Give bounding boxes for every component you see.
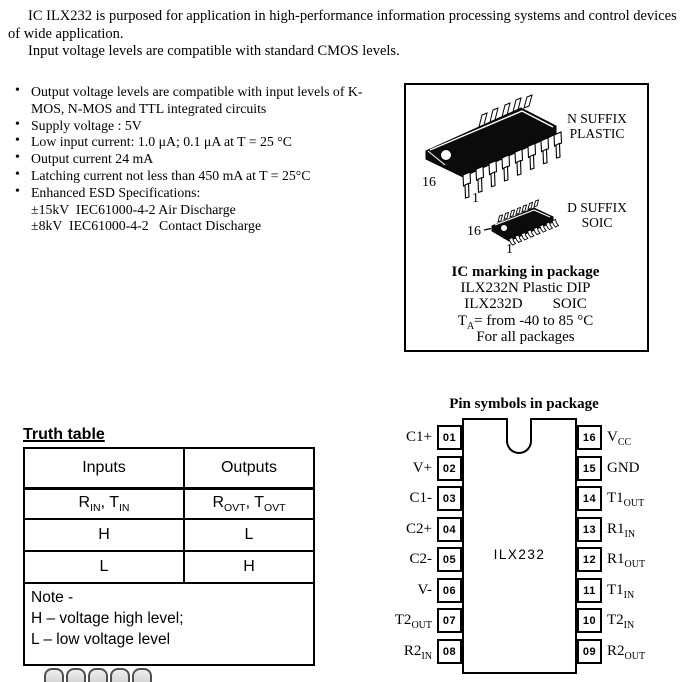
pin-row-left-05	[338, 547, 462, 572]
chip-label: ILX232	[493, 547, 546, 562]
feature-text: Supply voltage : 5V	[31, 117, 142, 133]
dip-pin1-label: 1	[472, 191, 479, 206]
pin-row-left-04	[338, 517, 462, 542]
pin-row-right-12	[577, 547, 693, 572]
note-cell	[24, 583, 314, 665]
pin-number-box: 15	[577, 456, 602, 481]
marking-line-temp	[406, 312, 645, 332]
pin-label: C2+	[406, 521, 432, 537]
chip-notch	[506, 418, 532, 454]
pin-label: V-	[417, 582, 432, 598]
pin-row-right-15	[577, 456, 693, 481]
n-suffix-line1: N SUFFIX	[567, 111, 627, 126]
pin-row-right-16	[577, 425, 693, 450]
marking-line-packages: For all packages	[476, 328, 575, 345]
pin-row-right-13	[577, 517, 693, 542]
pin-number-box: 02	[437, 456, 462, 481]
pin-number-box: 13	[577, 517, 602, 542]
pin-label: $T1_{IN}$	[607, 582, 635, 601]
output-signals: $R_{OVT}$, $T_{OVT}$	[184, 489, 314, 520]
feature-item	[14, 134, 382, 151]
header-outputs: Outputs	[184, 448, 314, 489]
esd-spec-line: ±15kV IEC61000-4-2 Air Discharge	[31, 201, 236, 217]
pin-row-right-10	[577, 608, 693, 633]
features-section	[14, 84, 382, 235]
truth-table	[23, 447, 315, 666]
truth-table-section	[23, 426, 315, 666]
pin-label: $V_{CC}$	[607, 429, 632, 448]
pin-label: $T2_{IN}$	[607, 612, 635, 631]
pin-row-left-02	[338, 456, 462, 481]
pin-row-left-06	[338, 578, 462, 603]
pin-label: $R2_{OUT}$	[607, 643, 646, 662]
header-inputs: Inputs	[24, 448, 184, 489]
pin-number-box: 04	[437, 517, 462, 542]
pin-label: $R1_{IN}$	[607, 521, 636, 540]
cell-value: L	[184, 519, 314, 551]
note-line: L – low voltage level	[31, 631, 171, 648]
pin-number-box: 12	[577, 547, 602, 572]
marking-title: IC marking in package	[451, 264, 600, 280]
pin-row-right-11	[577, 578, 693, 603]
pin-number-box: 06	[437, 578, 462, 603]
feature-item	[14, 185, 382, 235]
pin-row-left-03	[338, 486, 462, 511]
d-suffix-label	[564, 200, 630, 230]
n-suffix-line2: PLASTIC	[569, 126, 625, 141]
footer-bubbles	[44, 668, 152, 682]
marking-line-dip: ILX232N Plastic DIP	[460, 280, 591, 297]
pin-label: V+	[412, 460, 432, 476]
features-list	[14, 84, 382, 235]
package-box	[404, 83, 649, 352]
pin-row-left-07	[338, 608, 462, 633]
footer-bubble[interactable]	[110, 668, 130, 682]
pin-label: C1-	[409, 490, 432, 506]
dip-pin16-label: 16	[422, 175, 436, 190]
soic-pin1-label: 1	[506, 242, 513, 257]
temp-range: = from -40 to 85 °C	[474, 312, 594, 329]
feature-text: Low input current: 1.0 μA; 0.1 μA at T = 25 °C	[31, 134, 292, 150]
footer-bubble[interactable]	[88, 668, 108, 682]
note-line: Note -	[31, 589, 74, 606]
pin-label: $T2_{OUT}$	[394, 612, 432, 631]
cell-value: H	[24, 519, 184, 551]
pin-number-box: 09	[577, 639, 602, 664]
truth-table-title: Truth table	[23, 426, 105, 443]
pin-number-box: 05	[437, 547, 462, 572]
pin-number-box: 14	[577, 486, 602, 511]
truth-table-row	[24, 519, 314, 551]
truth-table-row	[24, 551, 314, 583]
pin-label: GND	[607, 460, 640, 476]
marking-line-soic: ILX232D SOIC	[464, 296, 587, 313]
intro-paragraph-2: Input voltage levels are compatible with standard CMOS levels.	[28, 43, 400, 59]
ic-marking-block	[406, 264, 645, 345]
feature-text: Output voltage levels are compatible with input levels of K-MOS, N-MOS and TTL integrated circuits	[31, 84, 363, 116]
pin-row-left-01	[338, 425, 462, 450]
pin-label: $R1_{OUT}$	[607, 551, 646, 570]
pin-label: $R2_{IN}$	[403, 643, 432, 662]
pin-label: $T1_{OUT}$	[607, 490, 645, 509]
pin-number-box: 10	[577, 608, 602, 633]
pin-number-box: 03	[437, 486, 462, 511]
footer-bubble[interactable]	[44, 668, 64, 682]
feature-text: Latching current not less than 450 mA at T = 25°C	[31, 167, 311, 183]
intro-paragraph-1: IC ILX232 is purposed for application in high-performance information processing systems and control devices of wide application.	[8, 8, 677, 42]
pin-diagram-title: Pin symbols in package	[449, 396, 599, 412]
chip-body	[462, 418, 577, 674]
cell-value: H	[184, 551, 314, 583]
pin-row-left-08	[338, 639, 462, 664]
truth-table-note-row	[24, 583, 314, 665]
pin-number-box: 07	[437, 608, 462, 633]
footer-bubble[interactable]	[132, 668, 152, 682]
pin-number-box: 01	[437, 425, 462, 450]
pin-number-box: 11	[577, 578, 602, 603]
feature-text: Output current 24 mA	[31, 151, 154, 167]
temp-symbol: T	[457, 312, 467, 329]
intro-section	[8, 8, 686, 61]
pin-row-right-09	[577, 639, 693, 664]
feature-item	[14, 168, 382, 185]
feature-item	[14, 118, 382, 135]
footer-bubble[interactable]	[66, 668, 86, 682]
d-suffix-line2: SOIC	[581, 215, 613, 230]
feature-item	[14, 84, 382, 118]
pin-label: C1+	[406, 429, 432, 445]
note-line: H – voltage high level;	[31, 610, 184, 627]
feature-item	[14, 151, 382, 168]
n-suffix-label	[564, 111, 630, 141]
truth-table-header-row	[24, 448, 314, 489]
pin-number-box: 16	[577, 425, 602, 450]
temp-subscript: A	[466, 320, 475, 332]
pin-label: C2-	[409, 551, 432, 567]
truth-table-signal-row	[24, 489, 314, 520]
d-suffix-line1: D SUFFIX	[567, 200, 627, 215]
pin-number-box: 08	[437, 639, 462, 664]
cell-value: L	[24, 551, 184, 583]
feature-text: Enhanced ESD Specifications:	[31, 184, 201, 200]
esd-spec-line: ±8kV IEC61000-4-2 Contact Discharge	[31, 218, 262, 234]
input-signals: $R_{IN}$, $T_{IN}$	[24, 489, 184, 520]
soic-pin16-label: 16	[467, 224, 481, 239]
pin-row-right-14	[577, 486, 693, 511]
